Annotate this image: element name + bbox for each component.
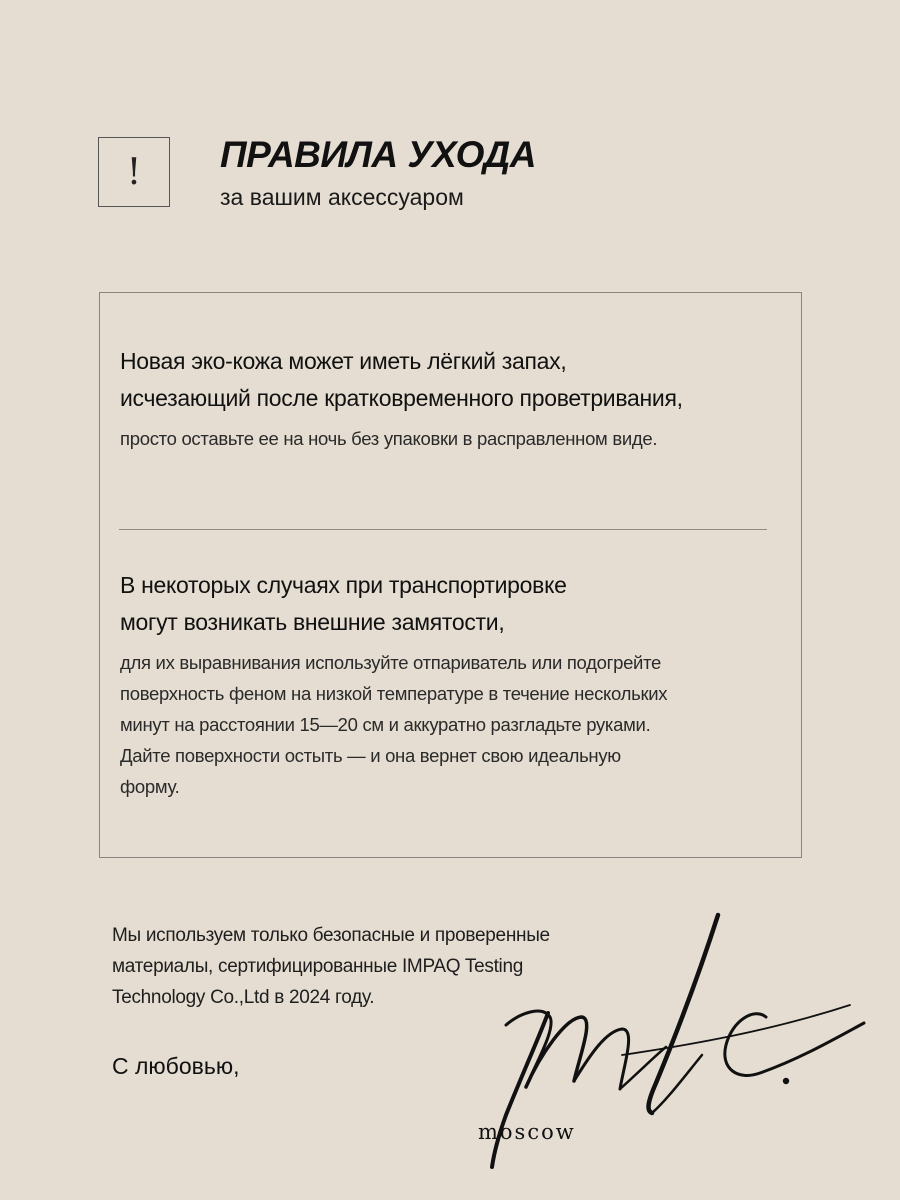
smell-lead-line1: Новая эко-кожа может иметь лёгкий запах, xyxy=(120,348,567,374)
creases-lead-line1: В некоторых случаях при транспортировке xyxy=(120,572,567,598)
creases-section xyxy=(120,567,781,802)
creases-lead-line2: могут возникать внешние замятости, xyxy=(120,609,505,635)
smell-lead-line2: исчезающий после кратковременного проветривания, xyxy=(120,385,683,411)
signoff-text: С любовью, xyxy=(112,1053,240,1079)
certification-line1: Мы используем только безопасные и проверенные xyxy=(112,925,550,946)
page-subtitle: за вашим аксессуаром xyxy=(220,184,464,210)
smell-body: просто оставьте ее на ночь без упаковки в расправленном виде. xyxy=(120,428,658,449)
certification-line3: Technology Co.,Ltd в 2024 году. xyxy=(112,987,375,1008)
creases-body xyxy=(120,647,781,802)
smell-section xyxy=(120,343,781,454)
creases-body-line5: форму. xyxy=(120,776,180,797)
certification-line2: материалы, сертифицированные IMPAQ Testing xyxy=(112,956,524,977)
alert-icon: ! xyxy=(98,137,170,207)
creases-body-line1: для их выравнивания используйте отпариватель или подогрейте xyxy=(120,652,662,673)
creases-body-line4: Дайте поверхности остыть — и она вернет свою идеальную xyxy=(120,745,621,766)
smell-lead xyxy=(120,343,781,417)
creases-body-line3: минут на расстоянии 15—20 см и аккуратно разгладьте руками. xyxy=(120,714,651,735)
page-title: ПРАВИЛА УХОДА xyxy=(220,134,536,175)
creases-body-line2: поверхность феном на низкой температуре в течение нескольких xyxy=(120,683,668,704)
creases-lead xyxy=(120,567,781,641)
care-instructions-card xyxy=(99,292,802,858)
section-divider xyxy=(119,529,767,530)
logo-caption: moscow xyxy=(478,1120,576,1144)
